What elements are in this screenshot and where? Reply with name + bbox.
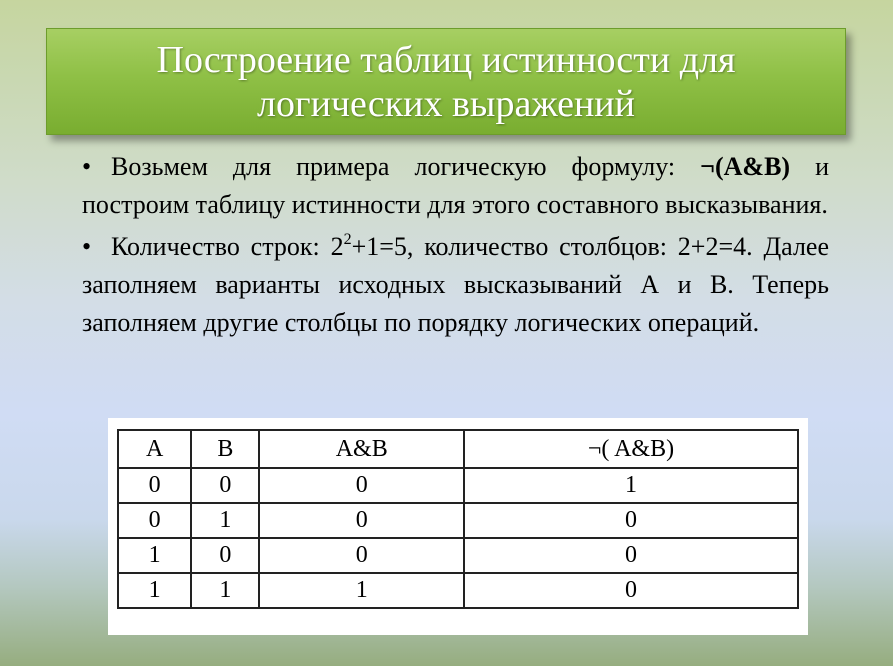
truth-table-panel xyxy=(108,418,808,635)
bullet-text-after: и построим таблицу истинности для этого составного высказывания. xyxy=(82,152,829,219)
formula-text: ¬(A&B) xyxy=(700,152,791,181)
bullet-item-counts xyxy=(82,228,829,342)
table-cell: 1 xyxy=(118,573,191,608)
table-cell: 0 xyxy=(464,503,798,538)
table-cell: 1 xyxy=(191,503,259,538)
slide-title-box xyxy=(46,28,846,135)
truth-table xyxy=(117,429,799,609)
table-cell: 0 xyxy=(118,468,191,503)
table-cell: 0 xyxy=(259,468,464,503)
bullet-marker: • xyxy=(82,152,92,181)
bullet-text-before: Возьмем для примера логическую формулу: xyxy=(111,152,701,181)
table-header-row xyxy=(118,430,798,468)
table-cell: 1 xyxy=(259,573,464,608)
slide-title: Построение таблиц истинности для логических выражений xyxy=(156,38,736,125)
bullet-item-formula xyxy=(82,148,829,224)
table-cell: 0 xyxy=(259,538,464,573)
table-row xyxy=(118,503,798,538)
bullet-marker: • xyxy=(82,232,92,261)
table-cell: 0 xyxy=(118,503,191,538)
bullet-list xyxy=(82,148,829,346)
table-cell: 1 xyxy=(118,538,191,573)
table-cell: 0 xyxy=(191,538,259,573)
table-cell: 1 xyxy=(464,468,798,503)
table-row xyxy=(118,573,798,608)
table-cell: 0 xyxy=(464,573,798,608)
table-cell: 0 xyxy=(191,468,259,503)
table-row xyxy=(118,538,798,573)
table-row xyxy=(118,468,798,503)
table-cell: 0 xyxy=(464,538,798,573)
exponent: 2 xyxy=(343,231,352,248)
table-cell: 1 xyxy=(191,573,259,608)
column-header-a: A xyxy=(118,430,191,468)
column-header-a-and-b: A&B xyxy=(259,430,464,468)
column-header-not-a-and-b: ¬( A&B) xyxy=(464,430,798,468)
table-cell: 0 xyxy=(259,503,464,538)
bullet-text-after: +1=5, количество столбцов: 2+2=4. Далее заполняем варианты исходных высказываний А и В. Теперь заполняем другие столбцы по порядку логических операций. xyxy=(82,232,830,337)
bullet-text-before: Количество строк: 2 xyxy=(111,232,344,261)
column-header-b: B xyxy=(191,430,259,468)
